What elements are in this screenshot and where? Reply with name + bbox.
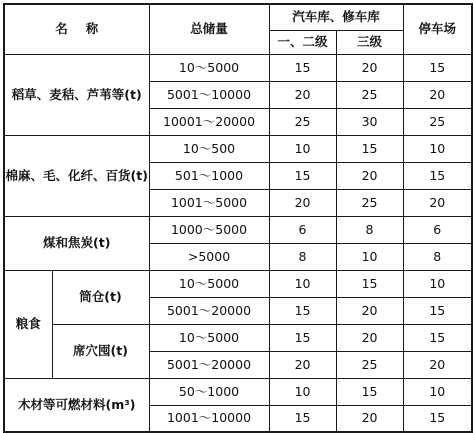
cell-grade-3: 20 (336, 162, 403, 189)
table-row (4, 270, 472, 297)
subcategory-label: 筒仓(t) (52, 270, 149, 324)
cell-grade-1-2: 25 (269, 108, 336, 135)
cell-parking: 15 (403, 54, 472, 81)
cell-parking: 20 (403, 81, 472, 108)
category-label: 稻草、麦秸、芦苇等(t) (4, 54, 149, 135)
cell-grade-3: 15 (336, 135, 403, 162)
cell-parking: 8 (403, 243, 472, 270)
cell-grade-3: 25 (336, 189, 403, 216)
category-label: 木材等可燃材料(m³) (4, 378, 149, 432)
cell-total-storage: 5001～10000 (149, 81, 269, 108)
cell-total-storage: 5001～20000 (149, 351, 269, 378)
cell-grade-1-2: 15 (269, 54, 336, 81)
cell-grade-1-2: 20 (269, 189, 336, 216)
header-name: 名称 (4, 4, 149, 54)
spacing-table-frame (3, 3, 471, 430)
cell-grade-3: 20 (336, 324, 403, 351)
header-total: 总储量 (149, 4, 269, 54)
cell-grade-3: 20 (336, 54, 403, 81)
cell-total-storage: 10001～20000 (149, 108, 269, 135)
cell-grade-1-2: 15 (269, 162, 336, 189)
category-label: 棉麻、毛、化纤、百货(t) (4, 135, 149, 216)
cell-total-storage: 10～5000 (149, 324, 269, 351)
cell-total-storage: 50～1000 (149, 378, 269, 405)
cell-grade-1-2: 15 (269, 405, 336, 432)
header-grade-1-2: 一、二级 (269, 30, 336, 54)
cell-total-storage: 1000～5000 (149, 216, 269, 243)
table-row (4, 324, 472, 351)
cell-grade-1-2: 6 (269, 216, 336, 243)
cell-grade-3: 15 (336, 378, 403, 405)
cell-grade-3: 15 (336, 270, 403, 297)
table-body (4, 4, 472, 432)
header-row-1 (4, 4, 472, 30)
fire-spacing-table (3, 3, 473, 433)
cell-grade-1-2: 10 (269, 378, 336, 405)
cell-parking: 25 (403, 108, 472, 135)
cell-grade-1-2: 10 (269, 270, 336, 297)
cell-parking: 20 (403, 189, 472, 216)
header-grade-3: 三级 (336, 30, 403, 54)
cell-grade-3: 25 (336, 351, 403, 378)
cell-total-storage: 1001～5000 (149, 189, 269, 216)
cell-total-storage: 5001～20000 (149, 297, 269, 324)
cell-parking: 10 (403, 135, 472, 162)
cell-total-storage: 10～500 (149, 135, 269, 162)
header-parking: 停车场 (403, 4, 472, 54)
cell-total-storage: 501～1000 (149, 162, 269, 189)
cell-grade-1-2: 8 (269, 243, 336, 270)
cell-parking: 6 (403, 216, 472, 243)
cell-parking: 20 (403, 351, 472, 378)
category-label: 煤和焦炭(t) (4, 216, 149, 270)
cell-total-storage: 1001～10000 (149, 405, 269, 432)
cell-grade-1-2: 20 (269, 81, 336, 108)
cell-total-storage: 10～5000 (149, 54, 269, 81)
cell-grade-1-2: 15 (269, 297, 336, 324)
cell-parking: 15 (403, 297, 472, 324)
cell-grade-3: 10 (336, 243, 403, 270)
table-row (4, 216, 472, 243)
cell-parking: 15 (403, 324, 472, 351)
cell-grade-1-2: 10 (269, 135, 336, 162)
table-row (4, 378, 472, 405)
cell-grade-3: 30 (336, 108, 403, 135)
cell-total-storage: >5000 (149, 243, 269, 270)
category-grain: 粮食 (4, 270, 52, 378)
cell-parking: 15 (403, 405, 472, 432)
cell-grade-1-2: 20 (269, 351, 336, 378)
cell-grade-3: 8 (336, 216, 403, 243)
cell-grade-3: 20 (336, 405, 403, 432)
header-garage: 汽车库、修车库 (269, 4, 403, 30)
table-row (4, 135, 472, 162)
cell-parking: 15 (403, 162, 472, 189)
cell-parking: 10 (403, 378, 472, 405)
table-row (4, 54, 472, 81)
cell-parking: 10 (403, 270, 472, 297)
cell-grade-3: 20 (336, 297, 403, 324)
cell-total-storage: 10～5000 (149, 270, 269, 297)
cell-grade-1-2: 15 (269, 324, 336, 351)
subcategory-label: 席穴囤(t) (52, 324, 149, 378)
cell-grade-3: 25 (336, 81, 403, 108)
